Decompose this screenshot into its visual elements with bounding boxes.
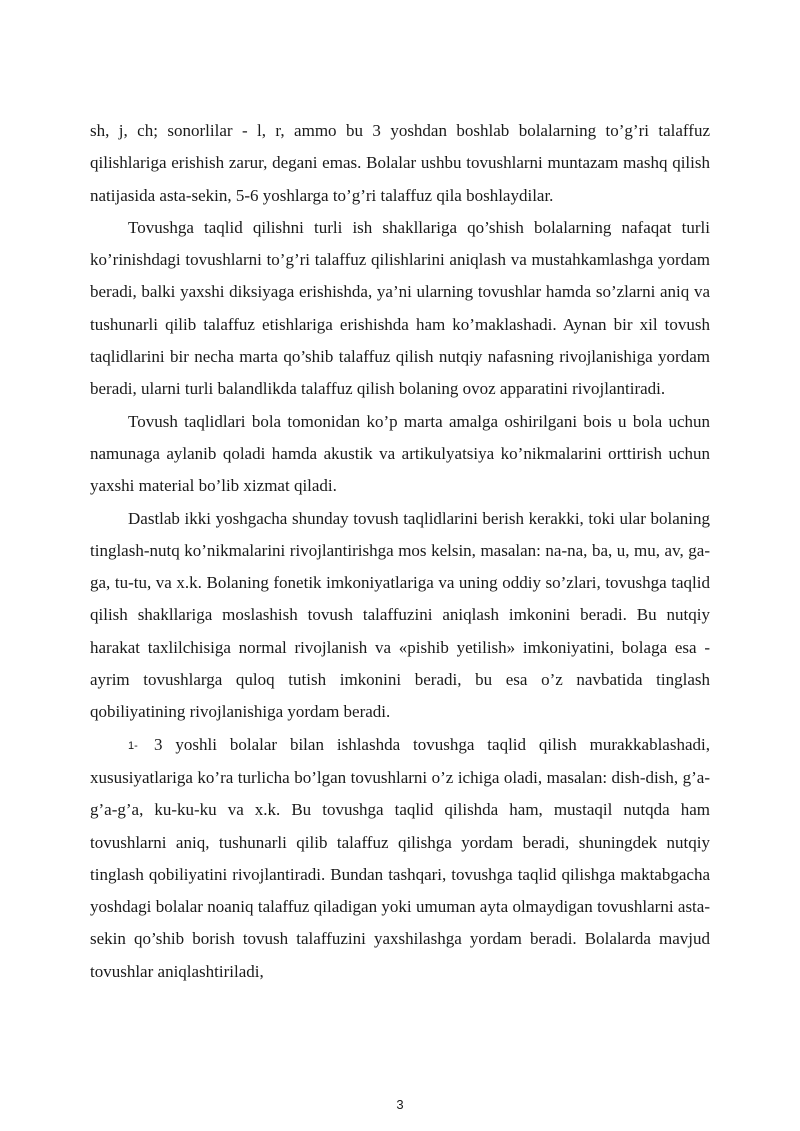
- list-item-marker: 1-: [128, 739, 138, 752]
- paragraph-4: Dastlab ikki yoshgacha shunday tovush taqlidlarini berish kerakki, toki ular bolaning tinglash-nutq ko’nikmalarini rivojlantirishga mos kelsin, masalan: na-na, ba, u, mu, av, ga-ga, tu-tu, va x.k. Bolaning fonetik imkoniyatlariga va uning oddiy so’zlari, tovushga taqlid qilish shakllariga moslashish tovush talaffuzini aniqlash imkonini beradi. Bu nutqiy harakat taxlilchisiga normal rivojlanish va «pishib yetilish» imkoniyatini, bolaga esa - ayrim tovushlarga quloq tutish imkonini beradi, bu esa o’z navbatida tinglash qobiliyatining rivojlanishiga yordam beradi.: [90, 508, 710, 722]
- page-number: 3: [396, 1097, 404, 1112]
- page-body: [90, 115, 710, 988]
- paragraph-2: Tovushga taqlid qilishni turli ish shakllariga qo’shish bolalarning nafaqat turli ko’rinishdagi tovushlarni to’g’ri talaffuz qilishlarini aniqlash va mustahkamlashga yordam beradi, balki yaxshi diksiyaga erishishda, ya’ni ularning tovushlar hamda so’zlarni aniq va tushunarli qilib talaffuz etishlariga erishishda ham ko’maklashadi. Aynan bir xil tovush taqlidlarini bir necha marta qo’shib talaffuz qilish nutqiy nafasning rivojlanishiga yordam beradi, ularni turli balandlikda talaffuz qilish bolaning ovoz apparatini rivojlantiradi.: [90, 217, 710, 399]
- paragraph-3: Tovush taqlidlari bola tomonidan ko’p marta amalga oshirilgani bois u bola uchun namunaga aylanib qoladi hamda akustik va artikulyatsiya ko’nikmalarini orttirish uchun yaxshi material bo’lib xizmat qiladi.: [90, 411, 710, 496]
- list-item: [90, 729, 710, 988]
- paragraph-1: sh, j, ch; sonorlilar - l, r, ammo bu 3 yoshdan boshlab bolalarning to’g’ri talaffuz qilishlariga erishish zarur, degani emas. Bolalar ushbu tovushlarni muntazam mashq qilish natijasida asta-sekin, 5-6 yoshlarga to’g’ri talaffuz qila boshlaydilar.: [90, 121, 710, 205]
- list-item-text: 3 yoshli bolalar bilan ishlashda tovushga taqlid qilish murakkablashadi, xususiyatlariga ko’ra turlicha bo’lgan tovushlarni o’z ichiga oladi, masalan: dish-dish, g’a-g’a-g’a, ku-ku-ku va x.k. Bu tovushga taqlid qilishda ham, mustaqil nutqda ham tovushlarni aniq, tushunarli qilib talaffuz qilishga yordam beradi, shuningdek nutqiy tinglash qobiliyatini rivojlantiradi. Bundan tashqari, tovushga taqlid qilishga maktabgacha yoshdagi bolalar noaniq talaffuz qiladigan yoki umuman ayta olmaydigan tovushlarni asta-sekin qo’shib borish tovush talaffuzini yaxshilashga yordam beradi. Bolalarda mavjud tovushlar aniqlashtiriladi,: [90, 734, 710, 981]
